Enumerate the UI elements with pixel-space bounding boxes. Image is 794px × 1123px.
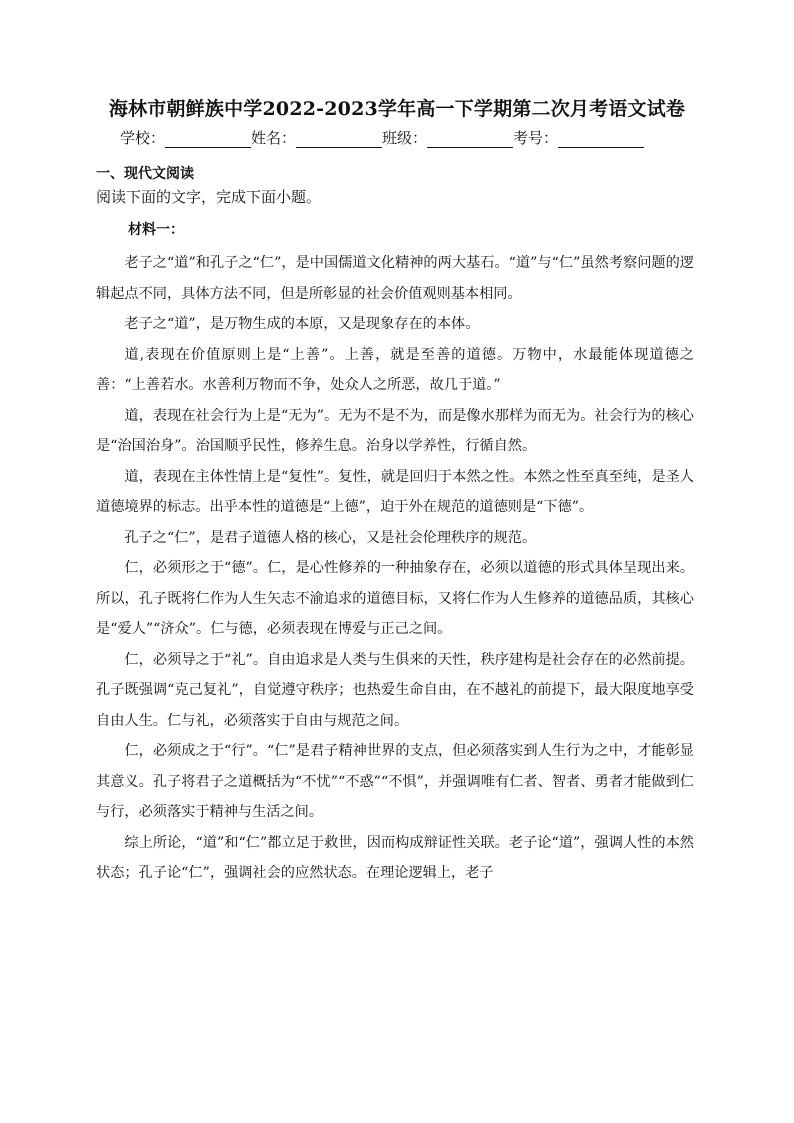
passage-body — [96, 248, 694, 889]
class-blank — [427, 129, 513, 148]
passage-paragraph: 道，表现在社会行为上是“无为”。无为不是不为，而是像水那样为而无为。社会行为的核心是“治国治身”。治国顺乎民性，修养生息。治身以学养性，行循自然。 — [96, 407, 694, 454]
name-blank — [296, 129, 382, 148]
exam-number-blank — [558, 129, 644, 148]
passage-paragraph: 仁，必须成之于“行”。“仁”是君子精神世界的支点，但必须落实到人生行为之中，才能彰显其意义。孔子将君子之道概括为“不忧”“不惑”“不惧”，并强调唯有仁者、智者、勇者才能做到仁与行，必须落实于精神与生活之间。 — [96, 743, 694, 820]
section-instruction: 阅读下面的文字，完成下面小题。 — [96, 188, 322, 206]
passage-paragraph: 孔子之“仁”，是君子道德人格的核心，又是社会伦理秩序的规范。 — [124, 529, 537, 546]
school-blank — [165, 129, 251, 148]
name-label: 姓名： — [251, 129, 297, 147]
passage-paragraph: 老子之“道”和孔子之“仁”，是中国儒道文化精神的两大基石。“道”与“仁”虽然考察问题的逻辑起点不同，具体方法不同，但是所彰显的社会价值观则基本相同。 — [96, 255, 694, 302]
exam-title: 海林市朝鲜族中学2022-2023学年高一下学期第二次月考语文试卷 — [108, 98, 686, 120]
exam-number-label: 考号： — [513, 129, 559, 147]
passage-paragraph: 道，表现在主体性情上是“复性”。复性，就是回归于本然之性。本然之性至真至纯，是圣人道德境界的标志。出乎本性的道德是“上德”，迫于外在规范的道德则是“下德”。 — [96, 468, 694, 515]
section-heading: 一、现代文阅读 — [96, 166, 194, 182]
passage-paragraph: 综上所论，“道”和“仁”都立足于救世，因而构成辩证性关联。老子论“道”，强调人性的本然状态；孔子论“仁”，强调社会的应然状态。在理论逻辑上，老子 — [96, 834, 694, 881]
class-label: 班级： — [382, 129, 428, 147]
school-label: 学校： — [120, 129, 166, 147]
passage-paragraph: 仁，必须形之于“德”。仁，是心性修养的一种抽象存在，必须以道德的形式具体呈现出来。所以，孔子既将仁作为人生矢志不渝追求的道德目标，又将仁作为人生修养的道德品质，其核心是“爱人”“济众”。仁与德，必须表现在博爱与正己之间。 — [96, 560, 694, 637]
material-label: 材料一： — [128, 222, 184, 238]
passage-paragraph: 道,表现在价值原则上是“上善”。上善，就是至善的道德。万物中，水最能体现道德之善：“上善若水。水善利万物而不争，处众人之所恶，故几于道。” — [96, 346, 694, 393]
student-info-row — [120, 126, 644, 148]
passage-paragraph: 老子之“道”，是万物生成的本原，又是现象存在的本体。 — [124, 316, 480, 332]
passage-paragraph: 仁，必须导之于“礼”。自由追求是人类与生俱来的天性，秩序建构是社会存在的必然前提。孔子既强调“克己复礼”，自觉遵守秩序；也热爱生命自由，在不越礼的前提下，最大限度地享受自由人生。仁与礼，必须落实于自由与规范之间。 — [96, 651, 694, 729]
